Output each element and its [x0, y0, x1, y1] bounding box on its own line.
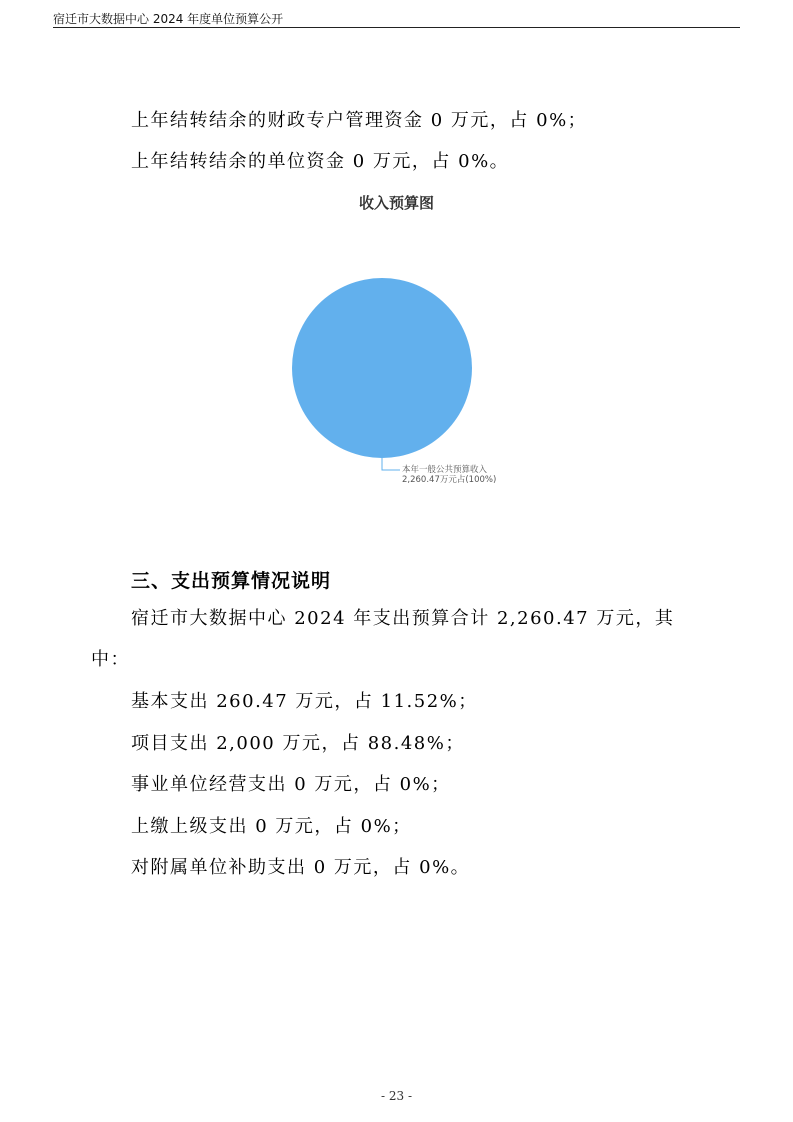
- pie-label-name: 本年一般公共预算收入: [402, 465, 488, 475]
- list-item-subsidiary-subsidy: 对附属单位补助支出 0 万元，占 0%。: [131, 857, 471, 878]
- header-divider: [53, 27, 740, 28]
- section-intro-line2: 中：: [91, 649, 130, 670]
- pie-label-value: 2,260.47万元占(100%): [402, 475, 497, 485]
- section-intro-line1: 宿迁市大数据中心 2024 年支出预算合计 2,260.47 万元，其: [131, 608, 675, 629]
- paragraph-special-account-funds: 上年结转结余的财政专户管理资金 0 万元，占 0%；: [131, 110, 588, 131]
- list-item-remit-upper-expenditure: 上缴上级支出 0 万元，占 0%；: [131, 816, 412, 837]
- section-heading: 三、支出预算情况说明: [131, 570, 332, 592]
- pie-leader-line: [382, 458, 400, 470]
- list-item-basic-expenditure: 基本支出 260.47 万元，占 11.52%；: [131, 691, 478, 712]
- header-title: 宿迁市大数据中心 2024 年度单位预算公开: [53, 12, 284, 26]
- list-item-project-expenditure: 项目支出 2,000 万元，占 88.48%；: [131, 733, 465, 754]
- page-number: - 23 -: [380, 1089, 412, 1103]
- chart-title: 收入预算图: [358, 194, 434, 212]
- list-item-operating-expenditure: 事业单位经营支出 0 万元，占 0%；: [131, 774, 451, 795]
- pie-slice-general-public-budget: [292, 278, 472, 458]
- income-pie-chart: [280, 268, 520, 498]
- paragraph-unit-funds: 上年结转结余的单位资金 0 万元，占 0%。: [131, 151, 510, 172]
